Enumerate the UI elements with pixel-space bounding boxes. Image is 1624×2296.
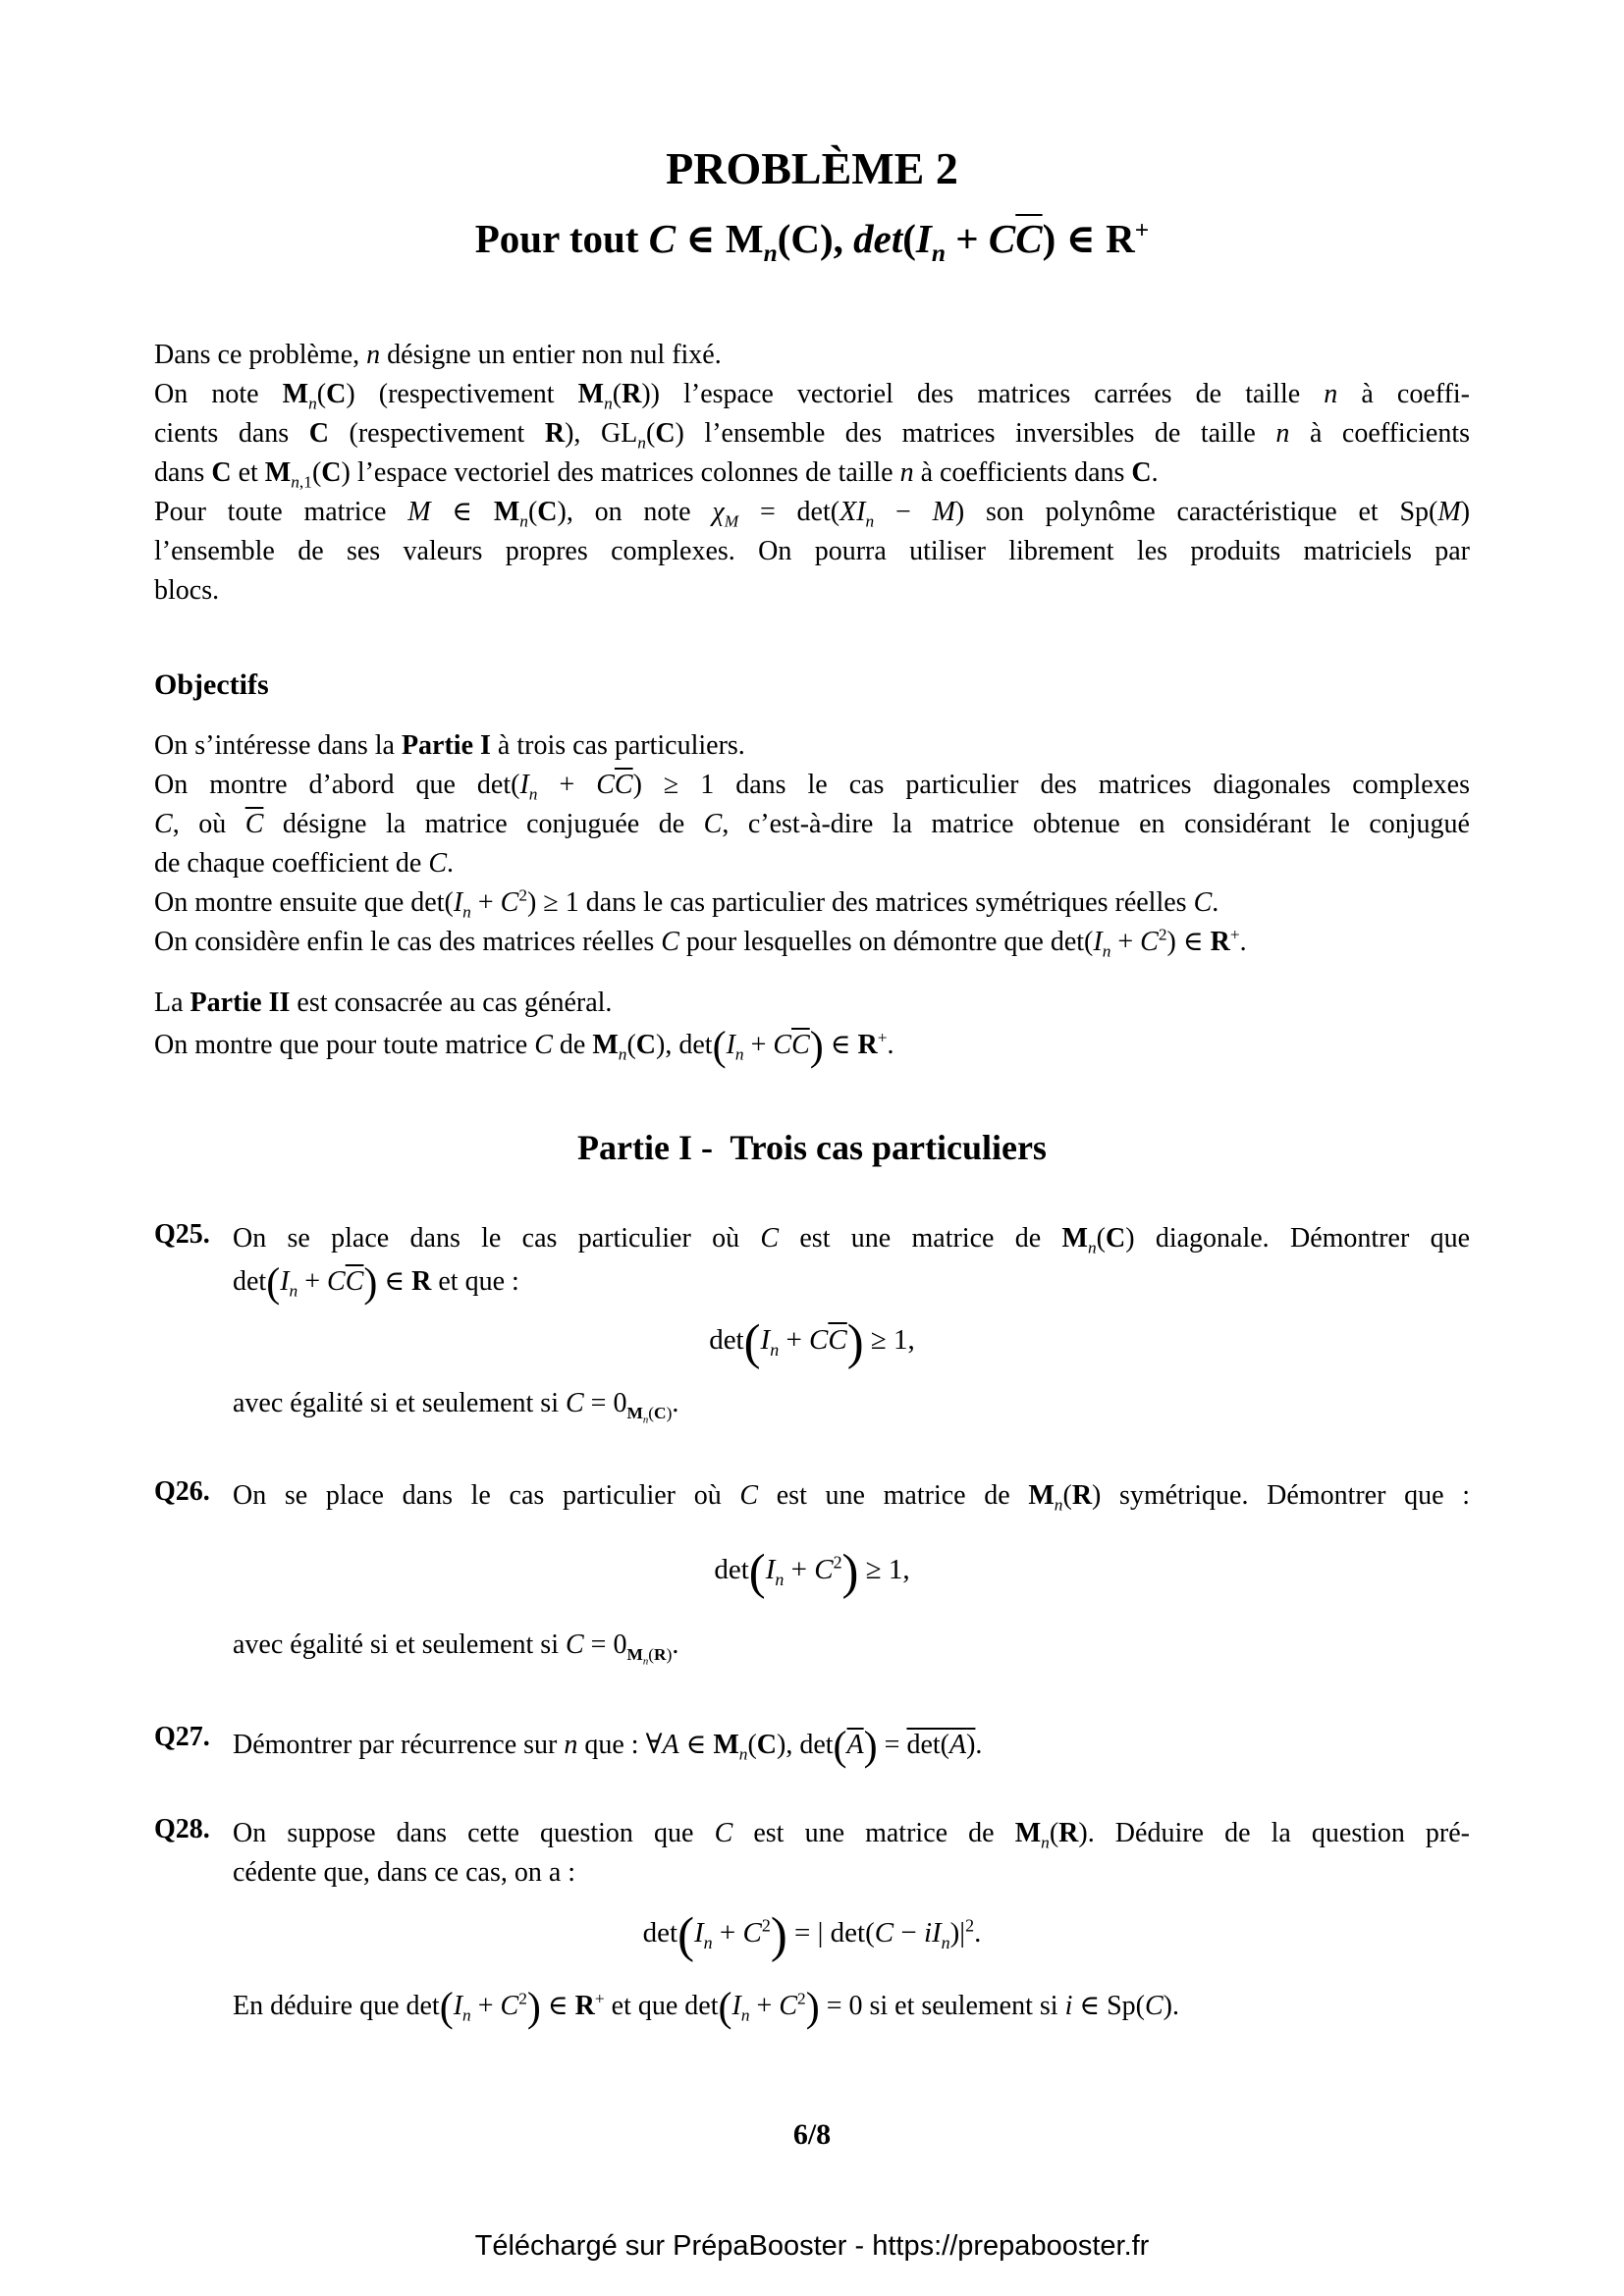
page-number: 6/8 bbox=[792, 2118, 832, 2151]
objectifs-heading: Objectifs bbox=[154, 668, 269, 701]
question-line: On suppose dans cette question que C est une matrice de $M_n(R)$. Déduire de la question pré- bbox=[233, 1818, 1470, 1852]
objectifs-line: On s’intéresse dans la Partie I à trois cas particuliers. bbox=[154, 730, 745, 761]
display-formula: $\det(I_n + C^2)$ = | $\det(C - iI_n)|^2$. bbox=[642, 1907, 982, 1963]
question-line: Démontrer par récurrence sur n que : ∀A ∈ $M_n(C)$, $\det(\overline{A}) = \det(A)$. bbox=[233, 1724, 983, 1770]
problem-subtitle: Pour tout C ∈ $M_n(C)$, $\det(I_n + C\overline{C})$ ∈ R+ bbox=[474, 216, 1150, 268]
partie2-line: On montre que pour toute matrice C de $M_n(C)$, $\det(I_n + C\overline{C})$ ∈ R+. bbox=[154, 1024, 894, 1070]
question-line: On se place dans le cas particulier où C est une matrice de $M_n(C)$ diagonale. Démontrer que bbox=[233, 1223, 1470, 1257]
objectifs-line: On montre ensuite que $\det(I_n + C^2) \ge 1$ dans le cas particulier des matrices symétriques réelles C. bbox=[154, 885, 1219, 922]
intro-line: dans C et $M_{n,1}(C)$ l’espace vectoriel des matrices colonnes de taille n à coefficients dans C. bbox=[154, 457, 1159, 492]
question-q28 bbox=[154, 1814, 1470, 1893]
question-body bbox=[233, 1814, 1470, 1893]
intro-line: cients dans C (respectivement R), $GL_n(C)$ l’ensemble des matrices inversibles de taille n à coefficients bbox=[154, 418, 1471, 453]
question-label: Q25. bbox=[154, 1219, 210, 1250]
intro-line: On note $M_n(C)$ (respectivement $M_n(R)$) l’espace vectoriel des matrices carrées de taille n à coeffi- bbox=[154, 379, 1470, 413]
question-note: En déduire que $\det(I_n + C^2)$ ∈ R+ et que $\det(I_n + C^2) = 0$ si et seulement si i ∈ Sp(C). bbox=[233, 1985, 1179, 2031]
intro-line: blocs. bbox=[154, 575, 220, 606]
question-line: $\det(I_n + C\overline{C})$ ∈ R et que : bbox=[233, 1260, 519, 1307]
footer-credit: Téléchargé sur PrépaBooster - https://prepabooster.fr bbox=[474, 2230, 1150, 2262]
intro-line: l’ensemble de ses valeurs propres complexes. On pourra utiliser librement les produits matriciels par bbox=[154, 536, 1470, 566]
intro-paragraph bbox=[154, 336, 1470, 611]
question-line: cédente que, dans ce cas, on a : bbox=[233, 1857, 576, 1888]
objectifs-line: de chaque coefficient de C. bbox=[154, 848, 455, 879]
question-q27 bbox=[154, 1722, 1470, 1769]
question-q25 bbox=[154, 1219, 1470, 1306]
objectifs-line: On considère enfin le cas des matrices réelles C pour lesquelles on démontre que $\det(I_n + C^2)$ ∈ R+. bbox=[154, 925, 1247, 961]
objectifs-line: On montre d’abord que $\det(I_n + C\overline{C}) \ge 1$ dans le cas particulier des matrices diagonales complexes bbox=[154, 770, 1471, 804]
objectifs-paragraph bbox=[154, 726, 1470, 962]
problem-title: PROBLÈME 2 bbox=[666, 143, 958, 193]
display-formula: $\det(I_n + C\overline{C}) \ge 1$, bbox=[709, 1314, 915, 1370]
question-body bbox=[233, 1476, 1470, 1516]
objectifs-line: C, où $\overline{C}$ désigne la matrice conjuguée de C, c’est-à-dire la matrice obtenue en considérant le conjugué bbox=[154, 809, 1470, 839]
question-label: Q26. bbox=[154, 1476, 210, 1507]
question-q26 bbox=[154, 1476, 1470, 1516]
question-note: avec égalité si et seulement si $C = 0_{M_n(R)}$. bbox=[233, 1629, 679, 1668]
partie2-line: La Partie II est consacrée au cas général. bbox=[154, 988, 613, 1018]
question-line: On se place dans le cas particulier où C est une matrice de $M_n(R)$ symétrique. Démontrer que : bbox=[233, 1480, 1470, 1515]
question-label: Q28. bbox=[154, 1814, 210, 1844]
intro-line: Dans ce problème, n désigne un entier non nul fixé. bbox=[154, 340, 722, 370]
question-body bbox=[233, 1219, 1470, 1306]
partie1-heading: Partie I - Trois cas particuliers bbox=[577, 1128, 1047, 1167]
partie2-paragraph bbox=[154, 984, 1470, 1068]
question-body bbox=[233, 1722, 1470, 1769]
display-formula: $\det(I_n + C^2) \ge 1$, bbox=[714, 1544, 910, 1600]
question-note: avec égalité si et seulement si $C = 0_{M_n(C)}$. bbox=[233, 1388, 679, 1426]
intro-line: Pour toute matrice M ∈ $M_n(C)$, on note $\chi_M = \det(XI_n - M)$ son polynôme caractéristique et Sp(M) bbox=[154, 497, 1471, 531]
question-label: Q27. bbox=[154, 1722, 210, 1752]
